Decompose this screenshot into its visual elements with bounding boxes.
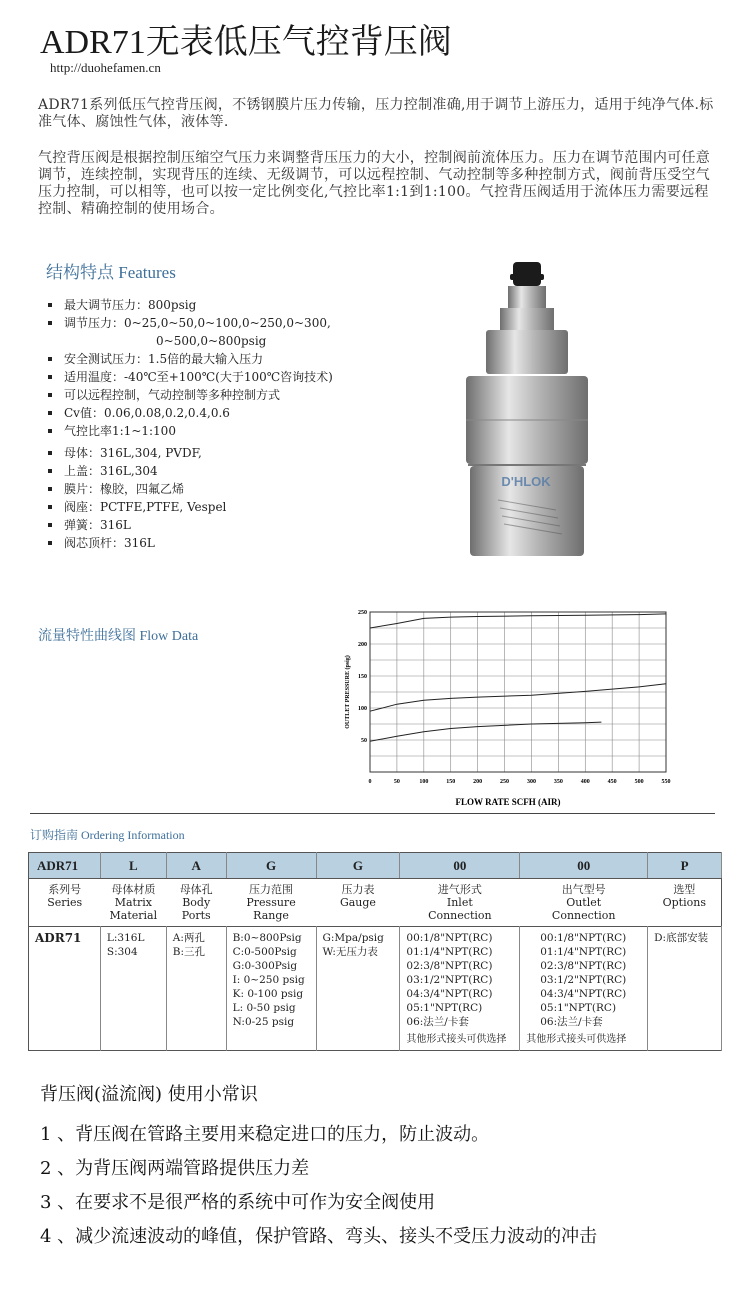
- fitting-ring: [510, 274, 544, 280]
- tip-item: 3 、在要求不是很严格的系统中可作为安全阀使用: [40, 1192, 436, 1213]
- code-series: ADR71: [29, 853, 101, 879]
- value-series: ADR71: [29, 927, 101, 1051]
- feature-item: 阀座：PCTFE,PTFE, Vespel: [46, 498, 376, 516]
- features-list: [46, 296, 376, 552]
- hex-nut: [500, 308, 554, 330]
- divider: [30, 813, 715, 814]
- product-photo: [456, 260, 596, 560]
- y-tick-label: 100: [358, 706, 367, 712]
- y-tick-label: 50: [361, 738, 367, 744]
- feature-item: 阀芯顶杆：316L: [46, 534, 376, 552]
- value-outlet: 00:1/8"NPT(RC) 01:1/4"NPT(RC) 02:3/8"NPT(RC) 03:1/2"NPT(RC) 04:3/4"NPT(RC) 05:1"NPT(RC) 06:法兰/卡套 其他形式接头可供选择: [520, 927, 648, 1051]
- label-outlet: 出气型号 Outlet Connection: [551, 883, 616, 922]
- label-options: 选型 Options: [662, 883, 706, 909]
- x-tick-label: 100: [419, 779, 429, 785]
- code-row: [29, 853, 722, 879]
- label-row: [29, 879, 722, 927]
- feature-item: 上盖：316L,304: [46, 462, 376, 480]
- tips-title: 背压阀(溢流阀) 使用小常识: [40, 1084, 258, 1105]
- feature-item: 气控比率1:1~1:100: [46, 422, 376, 440]
- flow-chart: [338, 600, 678, 810]
- label-inlet: 进气形式 Inlet Connection: [428, 883, 492, 922]
- feature-item: 最大调节压力：800psig: [46, 296, 376, 314]
- flow-heading: 流量特性曲线图 Flow Data: [38, 629, 199, 644]
- x-tick-label: 150: [446, 779, 456, 785]
- y-tick-label: 150: [358, 674, 367, 680]
- tip-item: 1 、背压阀在管路主要用来稳定进口的压力，防止波动。: [40, 1124, 490, 1145]
- series-line: [370, 614, 666, 628]
- code-ports: A: [166, 853, 226, 879]
- x-tick-label: 350: [553, 779, 563, 785]
- y-tick-label: 250: [358, 610, 367, 616]
- label-gauge: 压力表 Gauge: [339, 883, 376, 909]
- feature-item: 调节压力：0~25,0~50,0~100,0~250,0~300,: [46, 314, 376, 332]
- tip-item: 4 、减少流速波动的峰值，保护管路、弯头、接头不受压力波动的冲击: [40, 1226, 598, 1247]
- feature-item: 可以远程控制，气动控制等多种控制方式: [46, 386, 376, 404]
- tip-item: 2 、为背压阀两端管路提供压力差: [40, 1158, 310, 1179]
- value-gauge: G:Mpa/psig W:无压力表: [316, 927, 400, 1051]
- x-tick-label: 400: [580, 779, 590, 785]
- features-heading: 结构特点 Features: [46, 263, 176, 282]
- label-series: 系列号 Series: [47, 883, 83, 909]
- ordering-table: [28, 852, 722, 1051]
- feature-item: Cv值：0.06,0.08,0.2,0.4,0.6: [46, 404, 376, 422]
- x-tick-label: 200: [473, 779, 483, 785]
- code-inlet: 00: [400, 853, 520, 879]
- code-range: G: [226, 853, 316, 879]
- intro-paragraph-2: 气控背压阀是根据控制压缩空气压力来调整背压压力的大小，控制阀前流体压力。压力在调节范围内可任意调节，连续控制，实现背压的连续、无级调节，可以远程控制、气动控制等多种控制方式，阀前背压受空气压力控制，可以相等，也可以按一定比例变化,气控比率1:1到1:100。气控背压阀适用于流体压力需要远程控制、精确控制的使用场合。: [38, 150, 711, 217]
- label-range: 压力范围 Pressure Range: [246, 883, 296, 922]
- label-ports: 母体孔 Body Ports: [179, 883, 213, 922]
- y-tick-label: 200: [358, 642, 367, 648]
- x-tick-label: 550: [661, 779, 671, 785]
- feature-item: 安全测试压力：1.5倍的最大输入压力: [46, 350, 376, 368]
- value-row: [29, 927, 722, 1051]
- feature-item-continuation: 0~500,0~800psig: [156, 334, 267, 348]
- bonnet: [486, 330, 568, 374]
- website-url[interactable]: http://duohefamen.cn: [50, 60, 161, 75]
- y-axis-label: OUTLET PRESSURE (psig): [345, 655, 351, 729]
- brand-logo: D'HLOK: [501, 474, 551, 489]
- series-line: [370, 684, 666, 712]
- label-material: 母体材质 Matrix Material: [109, 883, 158, 922]
- feature-item: 膜片：橡胶，四氟乙烯: [46, 480, 376, 498]
- code-options: P: [648, 853, 722, 879]
- ordering-heading: 订购指南 Ordering Information: [30, 828, 185, 842]
- feature-item: 弹簧：316L: [46, 516, 376, 534]
- x-tick-label: 50: [393, 779, 400, 785]
- feature-item: 母体：316L,304, PVDF,: [46, 444, 376, 462]
- intro-paragraph-1: ADR71系列低压气控背压阀，不锈钢膜片压力传输，压力控制准确,用于调节上游压力，适用于纯净气体.标准气体、腐蚀性气体，液体等.: [38, 97, 714, 130]
- value-options: D:底部安装: [648, 927, 722, 1051]
- value-range: B:0~800Psig C:0-500Psig G:0-300Psig I: 0~250 psig K: 0-100 psig L: 0-50 psig N:0-25 psig: [226, 927, 316, 1051]
- value-ports: A:两孔 B:三孔: [166, 927, 226, 1051]
- x-tick-label: 300: [526, 779, 536, 785]
- x-axis-label: FLOW RATE SCFH (AIR): [455, 797, 561, 807]
- code-outlet: 00: [520, 853, 648, 879]
- series-line: [370, 722, 601, 741]
- x-tick-label: 450: [607, 779, 617, 785]
- x-tick-label: 500: [634, 779, 644, 785]
- x-tick-label: 0: [368, 779, 372, 785]
- page-title: ADR71无表低压气控背压阀: [40, 24, 452, 61]
- value-material: L:316L S:304: [100, 927, 166, 1051]
- code-material: L: [100, 853, 166, 879]
- tips-list: [40, 1118, 597, 1254]
- x-tick-label: 250: [500, 779, 510, 785]
- value-inlet: 00:1/8"NPT(RC) 01:1/4"NPT(RC) 02:3/8"NPT(RC) 03:1/2"NPT(RC) 04:3/4"NPT(RC) 05:1"NPT(RC) 06:法兰/卡套 其他形式接头可供选择: [400, 927, 520, 1051]
- code-gauge: G: [316, 853, 400, 879]
- neck: [508, 286, 546, 308]
- feature-item: 适用温度：-40℃至+100℃(大于100℃咨询技术): [46, 368, 376, 386]
